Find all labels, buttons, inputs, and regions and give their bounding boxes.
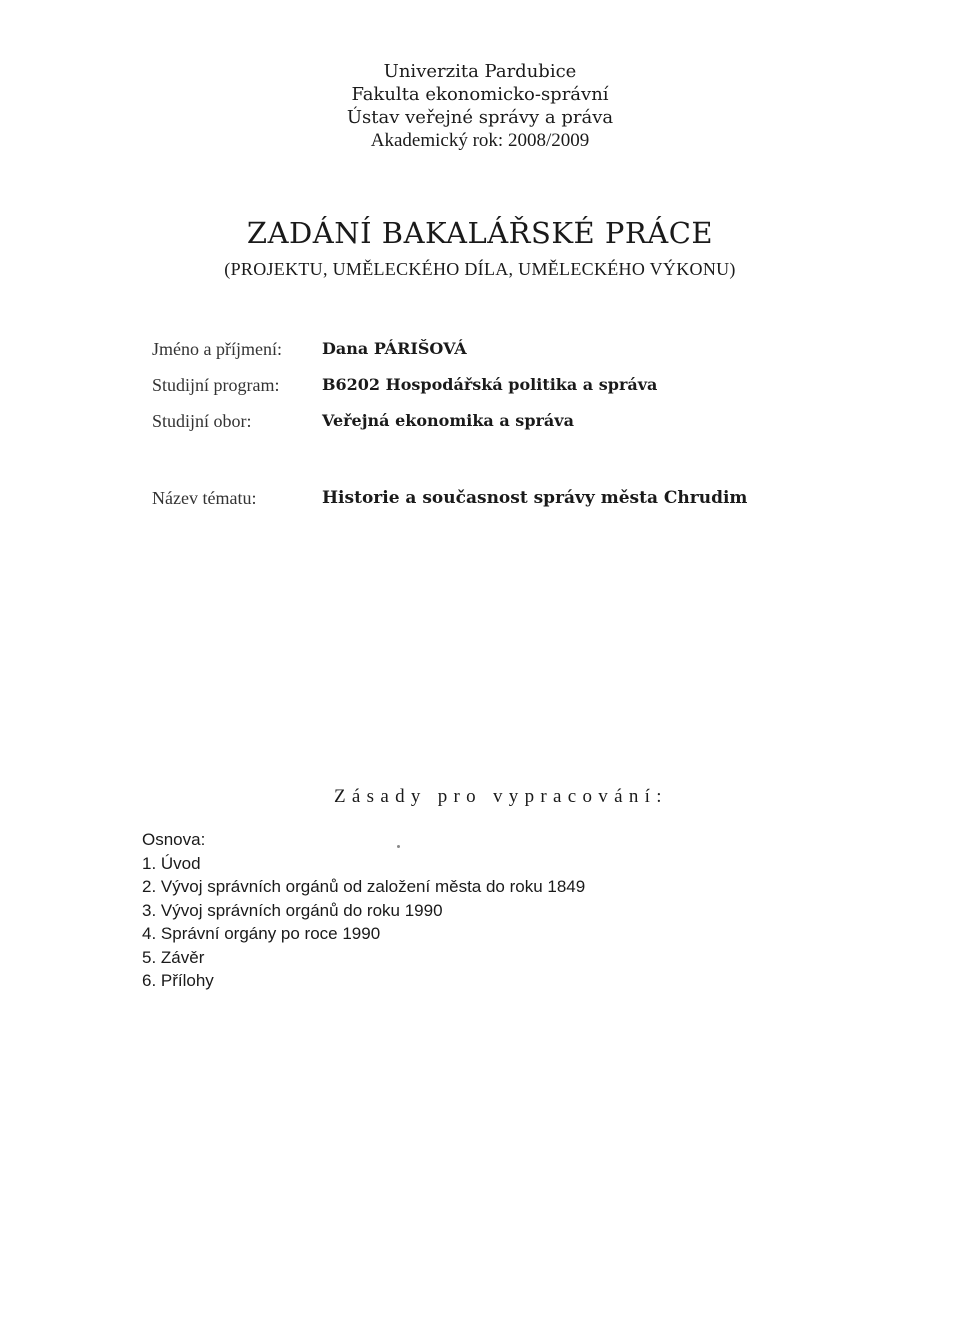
document-title: ZADÁNÍ BAKALÁŘSKÉ PRÁCE: [246, 216, 714, 250]
study-field-value: Veřejná ekonomika a správa: [322, 411, 574, 430]
outline-item: 5. Závěr: [142, 947, 205, 967]
academic-year: Akademický rok: 2008/2009: [370, 130, 590, 151]
outline: [142, 828, 585, 993]
faculty-name: Fakulta ekonomicko-správní: [351, 84, 609, 105]
student-name-label: Jméno a příjmení:: [152, 339, 282, 359]
institution-header: [0, 60, 960, 152]
study-program-label: Studijní program:: [152, 375, 280, 395]
outline-item: 3. Vývoj správních orgánů do roku 1990: [142, 900, 443, 920]
institute-name: Ústav veřejné správy a práva: [346, 107, 614, 128]
topic-label: Název tématu:: [152, 488, 257, 508]
outline-item: 1. Úvod: [142, 853, 201, 873]
outline-item: 6. Přílohy: [142, 971, 214, 990]
outline-item: 2. Vývoj správních orgánů od založení města do roku 1849: [142, 877, 586, 896]
study-field-label: Studijní obor:: [152, 411, 252, 431]
principles-heading: Zásady pro vypracování:: [334, 786, 668, 807]
university-name: Univerzita Pardubice: [383, 61, 577, 82]
outline-item: 4. Správní orgány po roce 1990: [142, 924, 381, 943]
document-subtitle: (PROJEKTU, UMĚLECKÉHO DÍLA, UMĚLECKÉHO VÝKONU): [224, 259, 736, 279]
outline-list: [142, 852, 585, 993]
study-program-value: B6202 Hospodářská politika a správa: [322, 375, 658, 394]
topic-value: Historie a současnost správy města Chrudim: [322, 488, 748, 508]
student-name-value: Dana PÁRIŠOVÁ: [322, 339, 467, 358]
outline-label: Osnova:: [142, 830, 206, 849]
